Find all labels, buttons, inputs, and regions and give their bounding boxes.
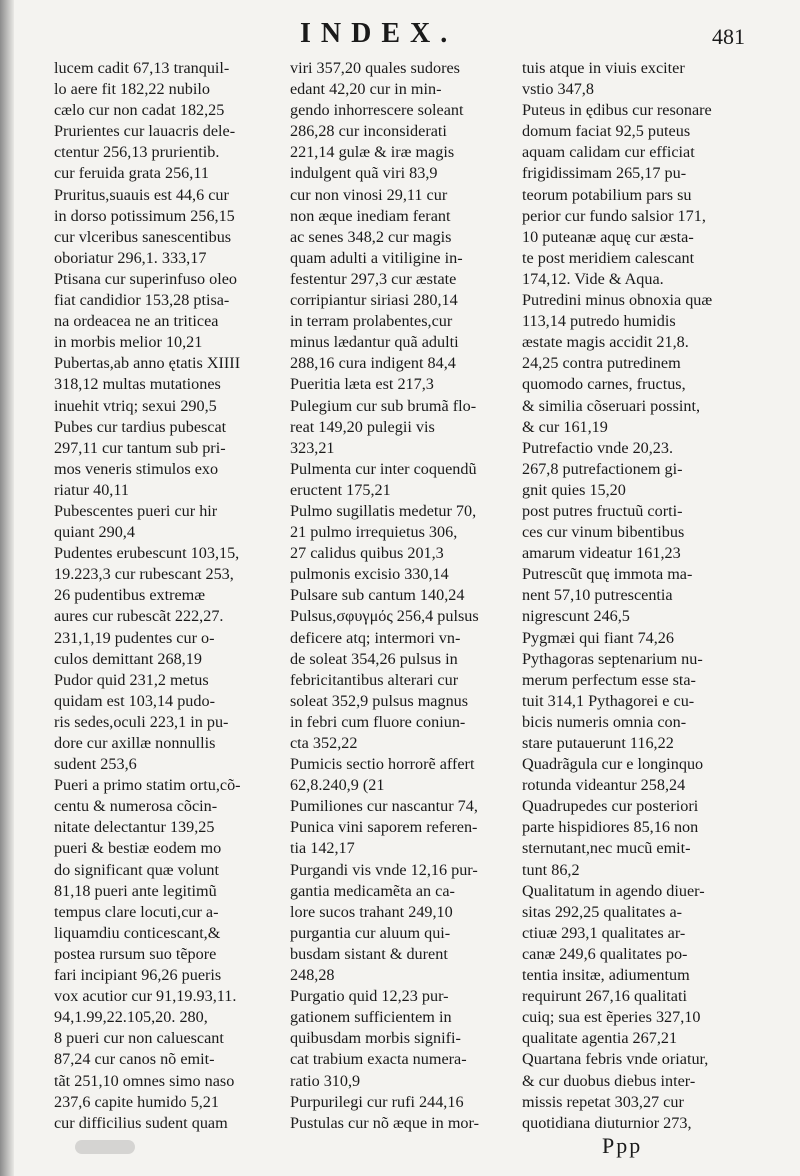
index-line: Pumiliones cur nascantur 74,: [290, 797, 478, 816]
index-line: 113,14 putredo humidis: [522, 312, 676, 331]
index-line: Putredini minus obnoxia quæ: [522, 291, 713, 310]
index-line: missis repetat 303,27 cur: [522, 1092, 684, 1111]
index-line: purgantia cur aluum qui-: [290, 923, 451, 942]
index-line: pueri & bestiæ eodem mo: [54, 839, 222, 858]
index-line: Pueritia læta est 217,3: [290, 375, 434, 394]
index-line: Purgatio quid 12,23 pur-: [290, 987, 449, 1006]
index-line: in morbis melior 10,21: [54, 333, 203, 352]
index-line: ris sedes,oculi 223,1 in pu-: [54, 712, 229, 731]
index-line: quibusdam morbis signifi-: [290, 1029, 461, 1048]
index-line: ratio 310,9: [290, 1071, 361, 1090]
index-line: festentur 297,3 cur æstate: [290, 269, 457, 288]
index-line: deficere atq; intermori vn-: [290, 628, 461, 647]
index-line: sternutant,nec mucũ emit-: [522, 839, 691, 858]
index-line: 297,11 cur tantum sub pri-: [54, 438, 226, 457]
index-line: Punica vini saporem referen-: [290, 818, 478, 837]
index-line: Pubescentes pueri cur hir: [54, 501, 218, 520]
index-line: Pulsus,σφυγμός 256,4 pulsus: [290, 607, 479, 626]
index-line: busdam sistant & durent: [290, 944, 448, 963]
index-line: quam adulti a vitiligine in-: [290, 248, 463, 267]
index-line: Putrescũt quę immota ma-: [522, 565, 693, 584]
index-line: cur non vinosi 29,11 cur: [290, 185, 448, 204]
index-line: domum faciat 92,5 puteus: [522, 122, 691, 141]
index-line: aquam calidam cur efficiat: [522, 143, 695, 162]
index-line: te post meridiem calescant: [522, 248, 695, 267]
index-line: tia 142,17: [290, 839, 355, 858]
index-line: cat trabium exacta numera-: [290, 1050, 467, 1069]
index-line: perior cur fundo salsior 171,: [522, 206, 706, 225]
index-line: 26 pudentibus extremæ: [54, 586, 206, 605]
index-line: mos veneris stimulos exo: [54, 459, 219, 478]
index-line: bicis numeris omnia con-: [522, 712, 687, 731]
index-line: in febri cum fluore coniun-: [290, 712, 466, 731]
index-line: cur vlceribus sanescentibus: [54, 227, 232, 246]
index-line: æstate magis accidit 21,8.: [522, 333, 689, 352]
ink-smudge: [75, 1140, 135, 1154]
running-header: [0, 18, 800, 58]
index-line: sitas 292,25 qualitates a-: [522, 902, 683, 921]
index-line: pulmonis excisio 330,14: [290, 565, 449, 584]
index-line: non æque inediam ferant: [290, 206, 451, 225]
index-line: 267,8 putrefactionem gi-: [522, 459, 683, 478]
index-line: fari incipiant 96,26 pueris: [54, 966, 222, 985]
index-line: gationem sufficientem in: [290, 1008, 452, 1027]
index-line: reat 149,20 pulegii vis: [290, 417, 435, 436]
index-line: 174,12. Vide & Aqua.: [522, 269, 664, 288]
index-line: aures cur rubescãt 222,27.: [54, 607, 224, 626]
index-line: tunt 86,2: [522, 860, 580, 879]
index-line: sudent 253,6: [54, 755, 137, 774]
index-line: stare putauerunt 116,22: [522, 734, 674, 752]
index-line: lucem cadit 67,13 tranquil-: [54, 59, 230, 77]
index-line: soleat 352,9 pulsus magnus: [290, 691, 469, 710]
index-line: 221,14 gulæ & iræ magis: [290, 143, 455, 162]
index-line: quotidiana diuturnior 273,: [522, 1113, 692, 1132]
index-line: Pubes cur tardius pubescat: [54, 417, 227, 436]
index-line: quiant 290,4: [54, 523, 135, 542]
index-line: frigidissimam 265,17 pu-: [522, 164, 687, 183]
index-column-2: [290, 58, 515, 1134]
index-line: na ordeacea ne an triticea: [54, 312, 219, 331]
index-line: requirunt 267,16 qualitati: [522, 987, 687, 1006]
index-line: 24,25 contra putredinem: [522, 354, 681, 373]
index-line: cuiq; sua est ẽperies 327,10: [522, 1008, 701, 1027]
index-line: quidam est 103,14 pudo-: [54, 691, 215, 710]
index-line: Quadrãgula cur e longinquo: [522, 755, 704, 774]
index-line: 10 puteanæ aquę cur æsta-: [522, 227, 694, 246]
index-line: Pulegium cur sub brumã flo-: [290, 396, 477, 415]
index-line: tentia insitæ, adiumentum: [522, 966, 690, 985]
index-line: & cur duobus diebus inter-: [522, 1071, 696, 1090]
index-line: nent 57,10 putrescentia: [522, 586, 673, 605]
index-line: Pumicis sectio horrorẽ affert: [290, 755, 475, 774]
index-line: in dorso potissimum 256,15: [54, 206, 235, 225]
index-line: minus lædantur quã adulti: [290, 333, 459, 352]
index-line: 231,1,19 pudentes cur o-: [54, 628, 215, 647]
index-line: oboriatur 296,1. 333,17: [54, 248, 207, 267]
index-line: lore sucos trahant 249,10: [290, 902, 453, 921]
index-line: Quartana febris vnde oriatur,: [522, 1050, 709, 1069]
index-line: tuis atque in viuis exciter: [522, 59, 685, 77]
index-line: febricitantibus alterari cur: [290, 670, 459, 689]
index-line: centu & numerosa cõcin-: [54, 797, 218, 816]
index-line: tuit 314,1 Pythagorei e cu-: [522, 691, 695, 710]
index-line: 62,8.240,9 (21: [290, 776, 385, 795]
index-line: dore cur axillæ nonnullis: [54, 734, 216, 752]
index-line: lo aere fit 182,22 nubilo: [54, 80, 210, 99]
index-line: nitate delectantur 139,25: [54, 818, 215, 837]
index-line: 323,21: [290, 438, 335, 457]
index-line: Pythagoras septenarium nu-: [522, 649, 703, 668]
index-line: 21 pulmo irrequietus 306,: [290, 523, 458, 542]
index-line: merum perfectum esse sta-: [522, 670, 696, 689]
index-line: 81,18 pueri ante legitimũ: [54, 881, 217, 900]
index-line: Purgandi vis vnde 12,16 pur-: [290, 860, 478, 879]
index-line: 237,6 capite humido 5,21: [54, 1092, 219, 1111]
index-line: culos demittant 268,19: [54, 649, 202, 668]
index-line: qualitate agentia 267,21: [522, 1029, 678, 1048]
page-number: 481: [712, 24, 745, 49]
index-column-3: [522, 58, 770, 1134]
index-line: vstio 347,8: [522, 80, 594, 99]
index-line: liquamdiu conticescant,&: [54, 923, 221, 942]
index-column-1: [54, 58, 294, 1134]
index-line: cælo cur non cadat 182,25: [54, 101, 225, 120]
index-line: ctiuæ 293,1 qualitates ar-: [522, 923, 686, 942]
index-line: vox acutior cur 91,19.93,11.: [54, 987, 237, 1006]
index-line: 318,12 multas mutationes: [54, 375, 221, 394]
index-line: 87,24 cur canos nõ emit-: [54, 1050, 215, 1069]
index-line: 19.223,3 cur rubescant 253,: [54, 565, 234, 584]
index-line: Pueri a primo statim ortu,cõ-: [54, 776, 241, 795]
index-line: indulgent quã viri 83,9: [290, 164, 438, 183]
index-line: Pulmenta cur inter coquendũ: [290, 459, 477, 478]
index-line: cta 352,22: [290, 734, 358, 752]
index-line: corripiantur siriasi 280,14: [290, 291, 458, 310]
index-line: cur difficilius sudent quam: [54, 1113, 228, 1132]
index-line: teorum potabilium pars su: [522, 185, 692, 204]
index-line: Purpurilegi cur rufi 244,16: [290, 1092, 464, 1111]
index-line: 94,1.99,22.105,20. 280,: [54, 1008, 208, 1027]
index-line: Ptisana cur superinfuso oleo: [54, 269, 237, 288]
index-line: postea rursum suo tẽpore: [54, 944, 217, 963]
index-line: 8 pueri cur non caluescant: [54, 1029, 224, 1048]
index-line: viri 357,20 quales sudores: [290, 59, 460, 77]
index-line: parte hispidiores 85,16 non: [522, 818, 699, 837]
index-line: ctentur 256,13 prurientib.: [54, 143, 220, 162]
index-line: Pudor quid 231,2 metus: [54, 670, 209, 689]
signature-mark: Ppp: [602, 1133, 643, 1158]
index-line: Pulmo sugillatis medetur 70,: [290, 501, 477, 520]
page-gutter-shadow: [0, 0, 14, 1176]
index-line: Qualitatum in agendo diuer-: [522, 881, 705, 900]
index-line: gendo inhorrescere soleant: [290, 101, 464, 120]
index-line: Puteus in ędibus cur resonare: [522, 101, 712, 120]
index-line: ac senes 348,2 cur magis: [290, 227, 452, 246]
index-line: Pygmæi qui fiant 74,26: [522, 628, 674, 647]
index-line: Quadrupedes cur posteriori: [522, 797, 699, 816]
index-line: ces cur vinum bibentibus: [522, 523, 685, 542]
index-line: & similia cõseruari possint,: [522, 396, 701, 415]
index-line: 286,28 cur inconsiderati: [290, 122, 447, 141]
index-line: gnit quies 15,20: [522, 480, 626, 499]
index-line: Pruritus,suauis est 44,6 cur: [54, 185, 229, 204]
index-line: 27 calidus quibus 201,3: [290, 544, 444, 563]
index-line: & cur 161,19: [522, 417, 608, 436]
index-line: Putrefactio vnde 20,23.: [522, 438, 674, 457]
index-line: 248,28: [290, 966, 335, 985]
index-line: do significant quæ volunt: [54, 860, 220, 879]
index-line: quomodo carnes, fructus,: [522, 375, 686, 394]
index-line: tempus clare locuti,cur a-: [54, 902, 219, 921]
index-line: Prurientes cur lauacris dele-: [54, 122, 236, 141]
index-line: fiat candidior 153,28 ptisa-: [54, 291, 230, 310]
page-title: INDEX.: [300, 18, 458, 49]
index-line: amarum videatur 161,23: [522, 544, 681, 563]
index-line: canæ 249,6 qualitates po-: [522, 944, 688, 963]
index-line: rotunda videantur 258,24: [522, 776, 686, 795]
index-line: nigrescunt 246,5: [522, 607, 630, 626]
index-line: de soleat 354,26 pulsus in: [290, 649, 458, 668]
index-line: in terram prolabentes,cur: [290, 312, 453, 331]
index-line: cur feruida grata 256,11: [54, 164, 209, 183]
index-line: eructent 175,21: [290, 480, 391, 499]
index-line: Pubertas,ab anno ętatis XIIII: [54, 354, 241, 373]
index-line: gantia medicamẽta an ca-: [290, 881, 455, 900]
index-line: tãt 251,10 omnes simo naso: [54, 1071, 235, 1090]
index-line: Pudentes erubescunt 103,15,: [54, 544, 240, 563]
index-line: post putres fructuũ corti-: [522, 501, 683, 520]
index-line: edant 42,20 cur in min-: [290, 80, 442, 99]
index-line: Pustulas cur nõ æque in mor-: [290, 1113, 479, 1132]
index-line: riatur 40,11: [54, 480, 129, 499]
index-line: Pulsare sub cantum 140,24: [290, 586, 465, 605]
index-line: inuehit vtriq; sexui 290,5: [54, 396, 217, 415]
index-line: 288,16 cura indigent 84,4: [290, 354, 456, 373]
